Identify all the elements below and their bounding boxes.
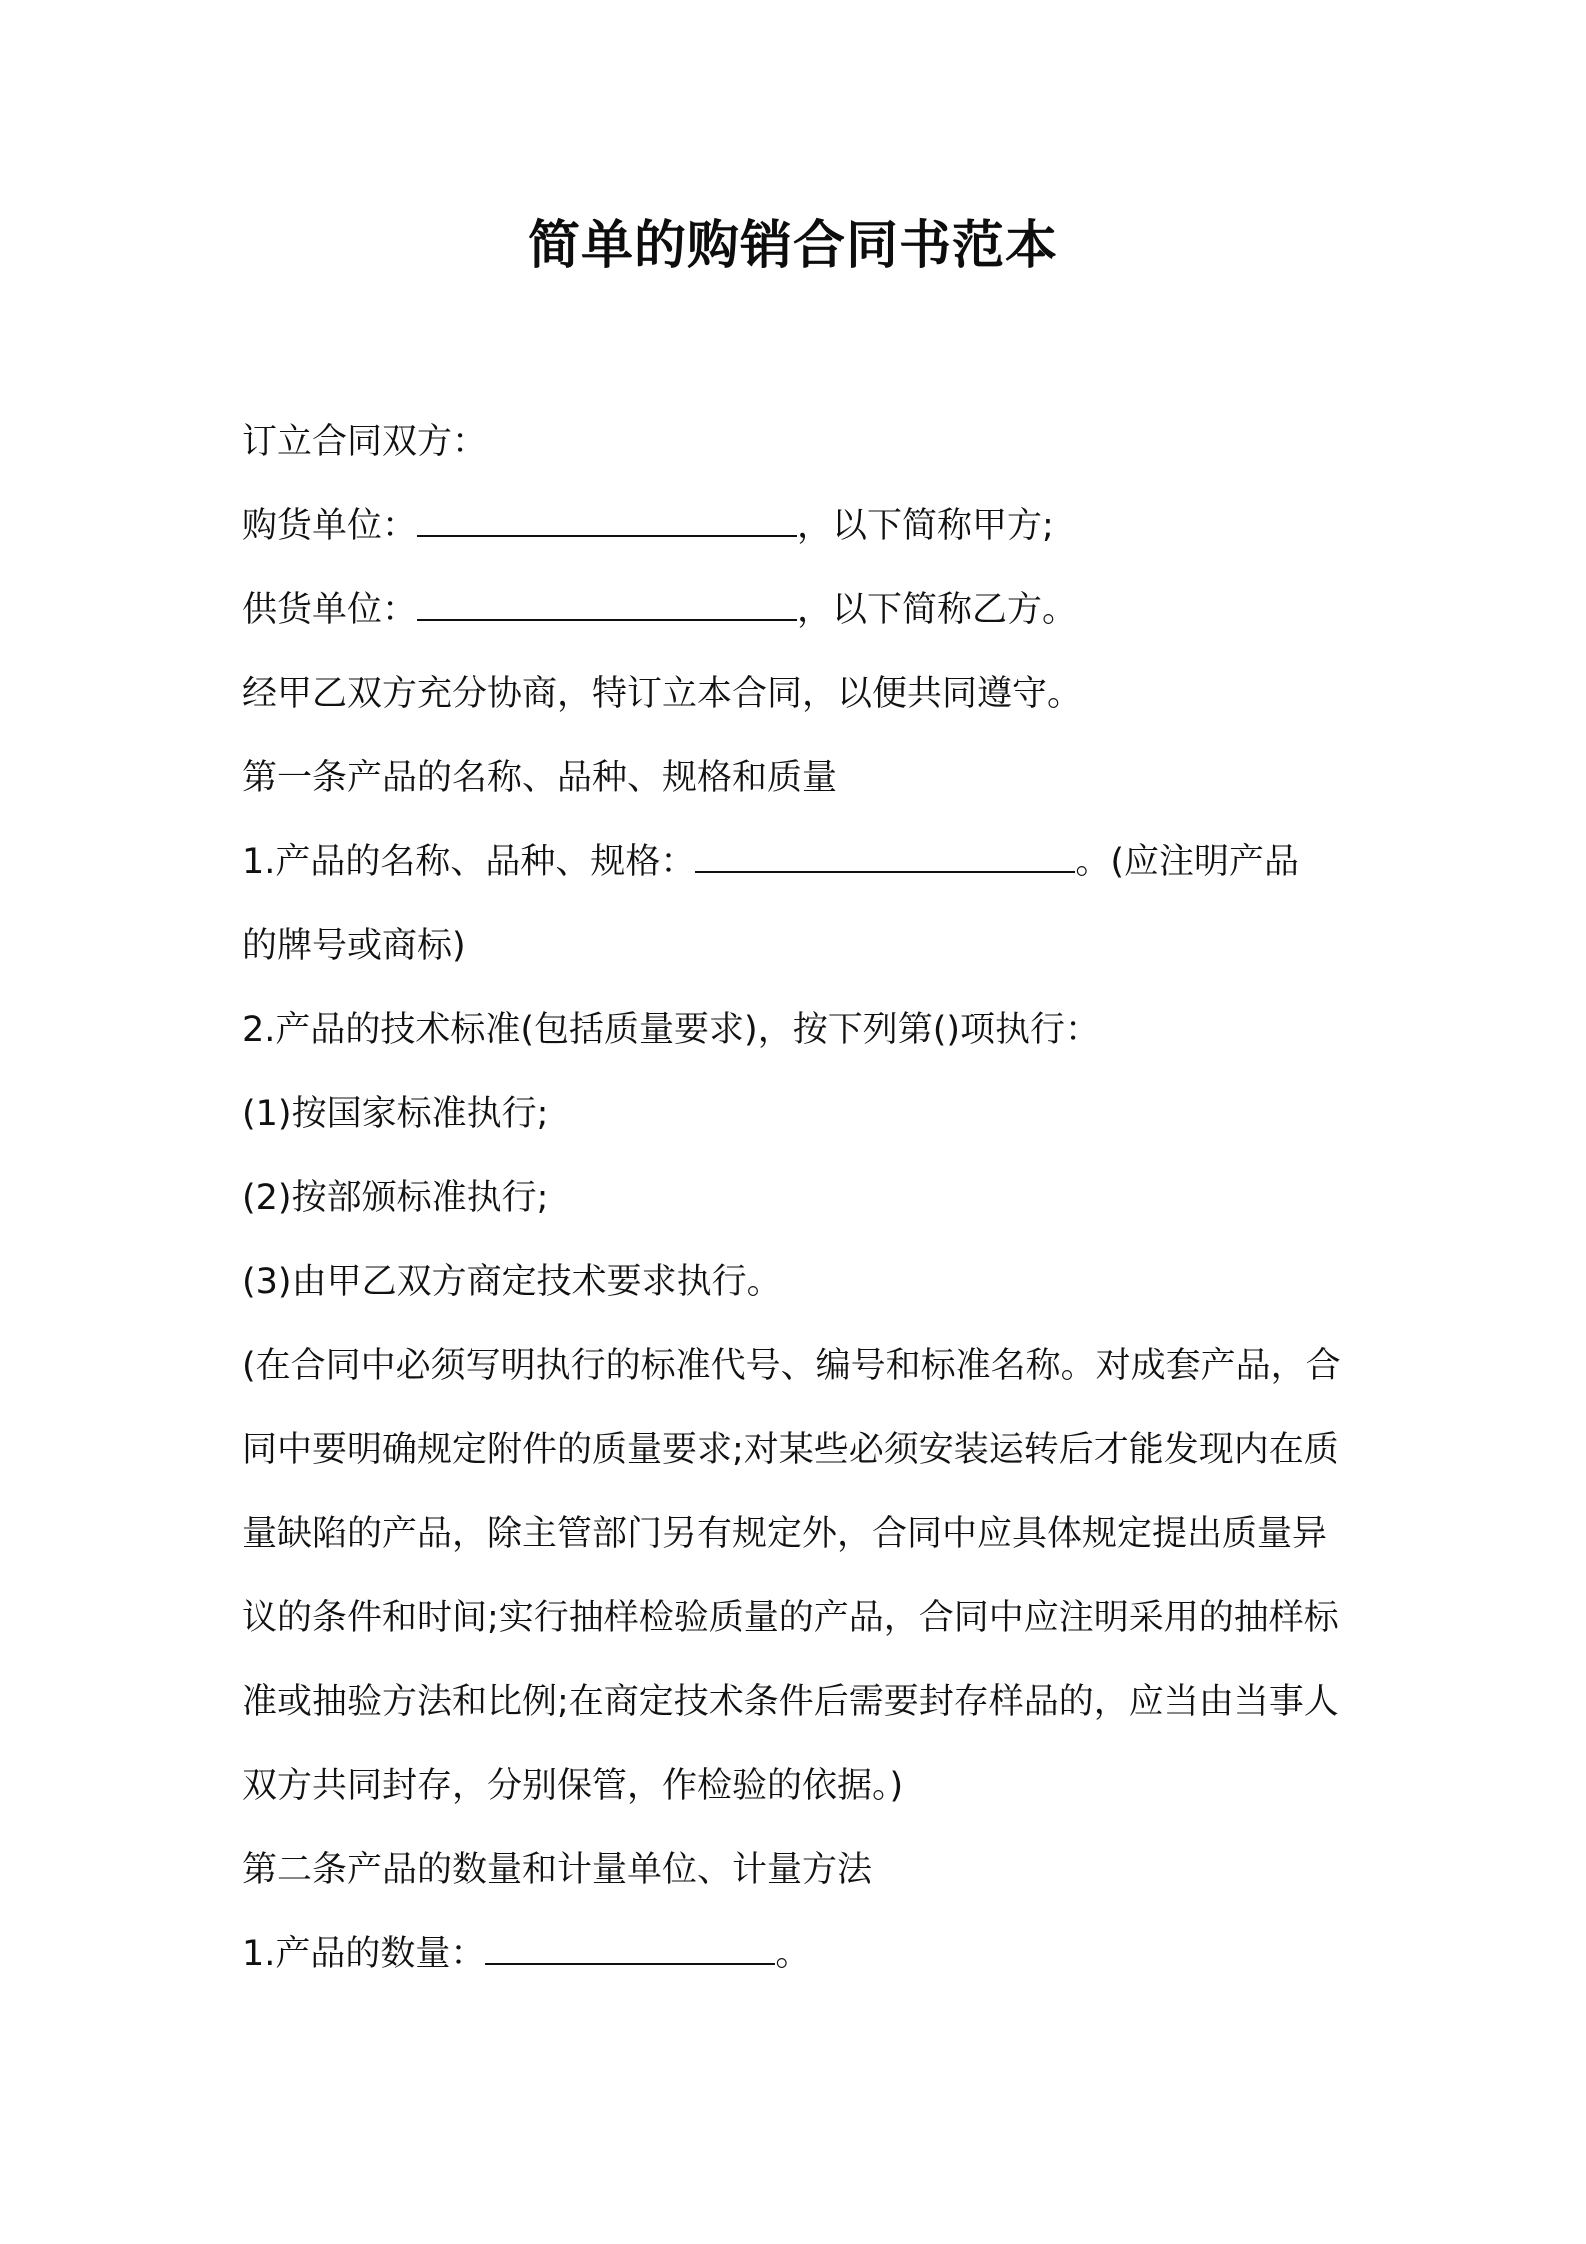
- item1-continuation: 的牌号或商标): [242, 926, 466, 966]
- parties-heading: 订立合同双方：: [242, 422, 488, 462]
- item1-label: 1.产品的名称、品种、规格：: [242, 842, 696, 882]
- item2-text: 2.产品的技术标准(包括质量要求)，按下列第()项执行：: [242, 1010, 1101, 1050]
- note-paragraph: (在合同中必须写明执行的标准代号、编号和标准名称。对成套产品，合同中要明确规定附件的质量要求;对某些必须安装运转后才能发现内在质量缺陷的产品，除主管部门另有规定外，合同中应具体规定提出质量异议的条件和时间;实行抽样检验质量的产品，合同中应注明采用的抽样标准或抽验方法和比例;在商定技术条件后需要封存样品的，应当由当事人双方共同封存，分别保管，作检验的依据。): [242, 1346, 1341, 1806]
- quantity-line: [242, 1912, 1357, 1996]
- document-body: [242, 400, 1357, 1996]
- option3-text: (3)由甲乙双方商定技术要求执行。: [242, 1262, 782, 1302]
- buyer-blank: [417, 505, 797, 537]
- item1-blank: [695, 841, 1075, 873]
- option1-text: (1)按国家标准执行;: [242, 1094, 549, 1134]
- option2-text: (2)按部颁标准执行;: [242, 1178, 549, 1218]
- item1-line: [242, 820, 1357, 904]
- document-title: 简单的购销合同书范本: [527, 216, 1058, 276]
- buyer-line: [242, 484, 1357, 568]
- article2-heading: 第二条产品的数量和计量单位、计量方法: [242, 1850, 873, 1890]
- quantity-blank: [485, 1933, 775, 1965]
- seller-blank: [417, 589, 797, 621]
- seller-line: [242, 568, 1357, 652]
- agreement-text: 经甲乙双方充分协商，特订立本合同，以便共同遵守。: [242, 674, 1083, 714]
- buyer-suffix: ，以下简称甲方;: [797, 506, 1054, 546]
- seller-label: 供货单位：: [242, 590, 418, 630]
- quantity-suffix: 。: [775, 1934, 811, 1974]
- buyer-label: 购货单位：: [242, 506, 418, 546]
- seller-suffix: ，以下简称乙方。: [797, 590, 1078, 630]
- quantity-label: 1.产品的数量：: [242, 1934, 486, 1974]
- item1-suffix: 。(应注明产品: [1075, 842, 1300, 882]
- article1-heading: 第一条产品的名称、品种、规格和质量: [242, 758, 838, 798]
